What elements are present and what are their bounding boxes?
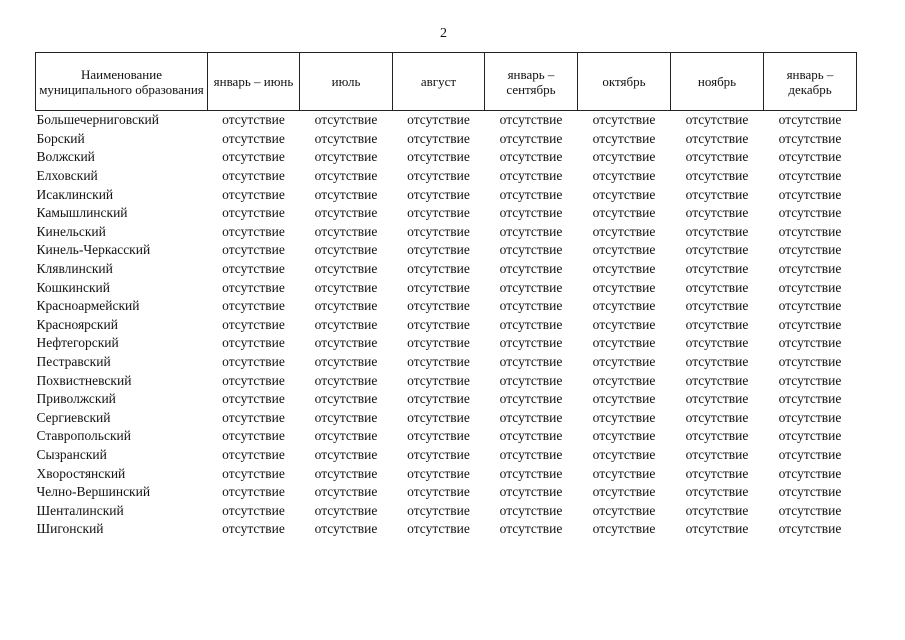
status-cell: отсутствие	[314, 484, 378, 500]
status-cell: отсутствие	[499, 354, 563, 370]
table-row	[36, 297, 857, 316]
header-municipality: Наименование муниципального образования	[36, 53, 208, 111]
status-cell: отсутствие	[499, 502, 563, 518]
status-cell: отсутствие	[314, 223, 378, 239]
status-cell: отсутствие	[499, 446, 563, 462]
status-cell: отсутствие	[685, 205, 749, 221]
status-cell: отсутствие	[407, 298, 470, 314]
status-cell: отсутствие	[407, 316, 470, 332]
municipality-name: Приволжский	[36, 391, 116, 407]
status-cell: отсутствие	[314, 391, 378, 407]
status-cell: отсутствие	[685, 242, 749, 258]
status-cell: отсутствие	[222, 465, 285, 481]
status-cell: отсутствие	[685, 428, 749, 444]
status-cell: отсутствие	[407, 186, 470, 202]
table-row	[36, 204, 857, 223]
status-cell: отсутствие	[778, 261, 842, 277]
status-cell: отсутствие	[499, 465, 563, 481]
status-cell: отсутствие	[499, 298, 563, 314]
municipality-name: Камышлинский	[36, 205, 128, 221]
status-cell: отсутствие	[778, 316, 842, 332]
status-cell: отсутствие	[222, 502, 285, 518]
status-cell: отсутствие	[592, 409, 656, 425]
municipality-name: Сергиевский	[36, 409, 111, 425]
status-cell: отсутствие	[407, 335, 470, 351]
table-row	[36, 241, 857, 260]
status-cell: отсутствие	[499, 428, 563, 444]
table-row	[36, 520, 857, 539]
status-cell: отсутствие	[407, 168, 470, 184]
table-header-row	[36, 53, 857, 111]
status-cell: отсутствие	[222, 391, 285, 407]
status-cell: отсутствие	[222, 428, 285, 444]
status-cell: отсутствие	[314, 521, 378, 537]
status-cell: отсутствие	[314, 316, 378, 332]
status-cell: отсутствие	[592, 149, 656, 165]
table-row	[36, 260, 857, 279]
status-cell: отсутствие	[499, 335, 563, 351]
status-cell: отсутствие	[685, 465, 749, 481]
status-cell: отсутствие	[222, 112, 285, 128]
status-cell: отсутствие	[778, 372, 842, 388]
status-cell: отсутствие	[592, 242, 656, 258]
status-cell: отсутствие	[685, 502, 749, 518]
header-august: август	[393, 53, 485, 111]
status-cell: отсутствие	[778, 465, 842, 481]
municipality-name: Нефтегорский	[36, 335, 119, 351]
status-cell: отсутствие	[592, 521, 656, 537]
status-cell: отсутствие	[314, 428, 378, 444]
status-cell: отсутствие	[592, 130, 656, 146]
status-cell: отсутствие	[778, 130, 842, 146]
status-cell: отсутствие	[592, 484, 656, 500]
municipality-name: Кинель-Черкасский	[36, 242, 151, 258]
status-cell: отсутствие	[499, 316, 563, 332]
municipality-name: Похвистневский	[36, 372, 132, 388]
status-cell: отсутствие	[314, 261, 378, 277]
status-cell: отсутствие	[778, 149, 842, 165]
status-cell: отсутствие	[222, 261, 285, 277]
status-cell: отсутствие	[592, 391, 656, 407]
status-cell: отсутствие	[685, 168, 749, 184]
table-row	[36, 371, 857, 390]
table-row	[36, 111, 857, 130]
status-cell: отсутствие	[685, 446, 749, 462]
status-cell: отсутствие	[222, 316, 285, 332]
status-cell: отсутствие	[407, 428, 470, 444]
status-cell: отсутствие	[222, 372, 285, 388]
municipality-name: Челно-Вершинский	[36, 484, 151, 500]
status-cell: отсутствие	[592, 335, 656, 351]
status-cell: отсутствие	[685, 130, 749, 146]
table-row	[36, 185, 857, 204]
table-row	[36, 278, 857, 297]
status-cell: отсутствие	[222, 279, 285, 295]
status-cell: отсутствие	[314, 298, 378, 314]
status-cell: отсутствие	[778, 223, 842, 239]
municipality-name: Шигонский	[36, 521, 104, 537]
status-cell: отсутствие	[778, 279, 842, 295]
status-cell: отсутствие	[499, 391, 563, 407]
status-cell: отсутствие	[222, 149, 285, 165]
table-row	[36, 353, 857, 372]
status-cell: отсутствие	[314, 354, 378, 370]
status-cell: отсутствие	[222, 298, 285, 314]
status-cell: отсутствие	[685, 354, 749, 370]
status-cell: отсутствие	[778, 112, 842, 128]
status-cell: отсутствие	[222, 521, 285, 537]
status-cell: отсутствие	[407, 149, 470, 165]
header-jan-jun: январь – июнь	[208, 53, 300, 111]
status-cell: отсутствие	[685, 335, 749, 351]
status-cell: отсутствие	[314, 446, 378, 462]
status-cell: отсутствие	[592, 446, 656, 462]
status-cell: отсутствие	[407, 372, 470, 388]
status-cell: отсутствие	[685, 391, 749, 407]
table-row	[36, 223, 857, 242]
status-cell: отсутствие	[778, 502, 842, 518]
status-cell: отсутствие	[592, 223, 656, 239]
municipality-name: Шенталинский	[36, 502, 124, 518]
municipality-name: Борский	[36, 130, 85, 146]
municipality-name: Сызранский	[36, 446, 107, 462]
table-row	[36, 334, 857, 353]
status-cell: отсутствие	[222, 484, 285, 500]
status-cell: отсутствие	[778, 484, 842, 500]
municipality-name: Кинельский	[36, 223, 106, 239]
status-cell: отсутствие	[778, 205, 842, 221]
status-cell: отсутствие	[407, 130, 470, 146]
status-cell: отсутствие	[222, 409, 285, 425]
status-cell: отсутствие	[499, 130, 563, 146]
status-cell: отсутствие	[222, 223, 285, 239]
header-november: ноябрь	[671, 53, 764, 111]
table-row	[36, 148, 857, 167]
status-cell: отсутствие	[407, 279, 470, 295]
status-cell: отсутствие	[778, 391, 842, 407]
header-jan-dec: январь – декабрь	[764, 53, 857, 111]
status-cell: отсутствие	[499, 149, 563, 165]
status-cell: отсутствие	[778, 354, 842, 370]
status-cell: отсутствие	[499, 205, 563, 221]
status-cell: отсутствие	[778, 428, 842, 444]
status-cell: отсутствие	[314, 372, 378, 388]
table-row	[36, 446, 857, 465]
status-cell: отсутствие	[499, 521, 563, 537]
table-row	[36, 167, 857, 186]
status-cell: отсутствие	[685, 261, 749, 277]
status-cell: отсутствие	[222, 186, 285, 202]
status-cell: отсутствие	[407, 465, 470, 481]
status-cell: отсутствие	[222, 242, 285, 258]
status-cell: отсутствие	[499, 242, 563, 258]
status-cell: отсутствие	[685, 298, 749, 314]
municipality-name: Ставропольский	[36, 428, 131, 444]
status-cell: отсутствие	[314, 465, 378, 481]
municipality-name: Кошкинский	[36, 279, 110, 295]
table-row	[36, 130, 857, 149]
status-cell: отсутствие	[778, 242, 842, 258]
page-number: 2	[440, 26, 447, 41]
status-cell: отсутствие	[685, 409, 749, 425]
status-cell: отсутствие	[778, 168, 842, 184]
status-cell: отсутствие	[685, 223, 749, 239]
data-table	[35, 52, 857, 539]
status-cell: отсутствие	[778, 298, 842, 314]
status-cell: отсутствие	[592, 261, 656, 277]
status-cell: отсутствие	[222, 335, 285, 351]
status-cell: отсутствие	[314, 168, 378, 184]
status-cell: отсутствие	[685, 112, 749, 128]
municipality-name: Красноармейский	[36, 298, 140, 314]
status-cell: отсутствие	[685, 372, 749, 388]
municipality-name: Хворостянский	[36, 465, 126, 481]
status-cell: отсутствие	[314, 502, 378, 518]
status-cell: отсутствие	[407, 484, 470, 500]
status-cell: отсутствие	[222, 354, 285, 370]
municipality-name: Исаклинский	[36, 186, 114, 202]
status-cell: отсутствие	[685, 149, 749, 165]
status-cell: отсутствие	[499, 372, 563, 388]
status-cell: отсутствие	[685, 484, 749, 500]
status-cell: отсутствие	[499, 223, 563, 239]
status-cell: отсутствие	[592, 298, 656, 314]
status-cell: отсутствие	[592, 372, 656, 388]
status-cell: отсутствие	[685, 279, 749, 295]
header-october: октябрь	[578, 53, 671, 111]
status-cell: отсутствие	[407, 409, 470, 425]
status-cell: отсутствие	[314, 205, 378, 221]
table-row	[36, 390, 857, 409]
status-cell: отсутствие	[407, 391, 470, 407]
status-cell: отсутствие	[407, 242, 470, 258]
status-cell: отсутствие	[592, 279, 656, 295]
municipality-name: Пестравский	[36, 354, 111, 370]
status-cell: отсутствие	[407, 261, 470, 277]
status-cell: отсутствие	[778, 409, 842, 425]
status-cell: отсутствие	[592, 502, 656, 518]
status-cell: отсутствие	[499, 484, 563, 500]
status-cell: отсутствие	[222, 205, 285, 221]
status-cell: отсутствие	[592, 205, 656, 221]
table-row	[36, 501, 857, 520]
status-cell: отсутствие	[222, 446, 285, 462]
status-cell: отсутствие	[314, 186, 378, 202]
status-cell: отсутствие	[407, 521, 470, 537]
status-cell: отсутствие	[407, 223, 470, 239]
status-cell: отсутствие	[778, 335, 842, 351]
status-cell: отсутствие	[407, 354, 470, 370]
status-cell: отсутствие	[592, 316, 656, 332]
status-cell: отсутствие	[778, 521, 842, 537]
status-cell: отсутствие	[314, 112, 378, 128]
municipality-name: Красноярский	[36, 316, 118, 332]
status-cell: отсутствие	[592, 465, 656, 481]
status-cell: отсутствие	[222, 130, 285, 146]
header-july: июль	[300, 53, 393, 111]
header-jan-sep: январь – сентябрь	[485, 53, 578, 111]
status-cell: отсутствие	[499, 112, 563, 128]
status-cell: отсутствие	[592, 354, 656, 370]
status-cell: отсутствие	[314, 242, 378, 258]
status-cell: отсутствие	[499, 168, 563, 184]
municipality-name: Клявлинский	[36, 261, 113, 277]
status-cell: отсутствие	[499, 186, 563, 202]
status-cell: отсутствие	[314, 335, 378, 351]
status-cell: отсутствие	[685, 316, 749, 332]
municipality-name: Елховский	[36, 168, 98, 184]
status-cell: отсутствие	[592, 112, 656, 128]
status-cell: отсутствие	[499, 261, 563, 277]
municipality-name: Большечерниговский	[36, 112, 159, 128]
status-cell: отсутствие	[592, 186, 656, 202]
status-cell: отсутствие	[407, 205, 470, 221]
status-cell: отсутствие	[778, 446, 842, 462]
status-cell: отсутствие	[778, 186, 842, 202]
status-cell: отсутствие	[314, 279, 378, 295]
status-cell: отсутствие	[407, 446, 470, 462]
status-cell: отсутствие	[592, 428, 656, 444]
table-row	[36, 316, 857, 335]
table-row	[36, 464, 857, 483]
table-row	[36, 427, 857, 446]
table-row	[36, 483, 857, 502]
status-cell: отсутствие	[685, 186, 749, 202]
status-cell: отсутствие	[407, 112, 470, 128]
status-cell: отсутствие	[499, 279, 563, 295]
table-row	[36, 409, 857, 428]
municipality-name: Волжский	[36, 149, 95, 165]
status-cell: отсутствие	[499, 409, 563, 425]
status-cell: отсутствие	[222, 168, 285, 184]
status-cell: отсутствие	[592, 168, 656, 184]
status-cell: отсутствие	[314, 409, 378, 425]
status-cell: отсутствие	[314, 149, 378, 165]
status-cell: отсутствие	[685, 521, 749, 537]
status-cell: отсутствие	[314, 130, 378, 146]
table-body	[36, 111, 857, 539]
status-cell: отсутствие	[407, 502, 470, 518]
